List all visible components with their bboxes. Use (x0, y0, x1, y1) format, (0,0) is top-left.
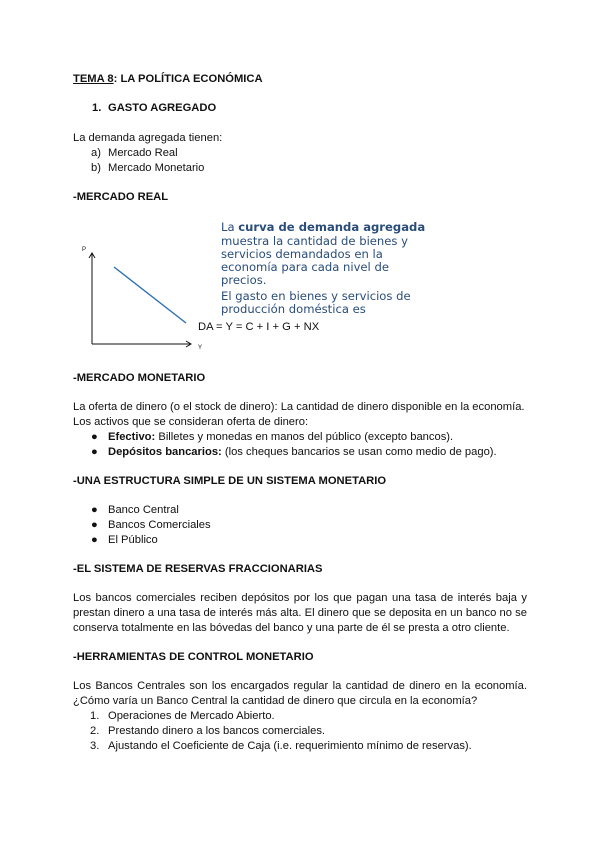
oferta-line-2: Los activos que se consideran oferta de dinero: (73, 416, 309, 428)
callout-line: producción doméstica es (221, 302, 366, 316)
bullet-icon: ● (91, 431, 98, 443)
market-marker: b) (91, 162, 101, 174)
section-number: 1. (92, 102, 102, 114)
callout-line-1 (221, 221, 425, 234)
bullet-icon: ● (91, 446, 98, 458)
activo-label: Efectivo: (108, 431, 156, 443)
estructura-heading: -UNA ESTRUCTURA SIMPLE DE UN SISTEMA MONETARIO (73, 475, 387, 487)
market-item: Mercado Real (108, 147, 178, 159)
mercado-monetario-heading: -MERCADO MONETARIO (73, 372, 206, 384)
estructura-item: Bancos Comerciales (108, 519, 211, 531)
reservas-line: conserva totalmente en las bóvedas del banco y una parte de él se presta a otro cliente. (73, 622, 510, 634)
mercado-real-heading: -MERCADO REAL (73, 191, 169, 203)
herramienta-item: Operaciones de Mercado Abierto. (108, 710, 275, 722)
callout-pre: La (221, 220, 239, 234)
y-axis-label: P (82, 247, 87, 253)
callout-line: economía para cada nivel de (221, 260, 389, 274)
herramienta-item: Prestando dinero a los bancos comerciales. (108, 725, 326, 737)
estructura-item: Banco Central (108, 504, 179, 516)
title-tema: TEMA 8 (73, 73, 114, 85)
callout-line: muestra la cantidad de bienes y (221, 234, 408, 248)
activo-label: Depósitos bancarios: (108, 446, 222, 458)
list-marker: 2. (90, 725, 100, 737)
oferta-line-1: La oferta de dinero (o el stock de dinero): La cantidad de dinero disponible en la economía. (73, 401, 525, 413)
demand-curve-graph (80, 245, 210, 355)
callout-bold: curva de demanda agregada (238, 220, 426, 234)
x-axis-label: Y (198, 345, 203, 351)
title-rest: : LA POLÍTICA ECONÓMICA (113, 73, 263, 85)
demand-curve (114, 267, 186, 323)
list-marker: 1. (90, 710, 100, 722)
reservas-line: prestan dinero a una tasa de interés más alta. El dinero que se deposita en un banco no se (73, 607, 527, 619)
intro-text: La demanda agregada tienen: (73, 132, 223, 144)
herramienta-item: Ajustando el Coeficiente de Caja (i.e. requerimiento mínimo de reservas). (108, 740, 472, 752)
list-marker: 3. (90, 740, 100, 752)
bullet-icon: ● (91, 504, 98, 516)
callout-line: El gasto en bienes y servicios de (221, 289, 411, 303)
activo-item (108, 446, 497, 458)
market-marker: a) (91, 147, 101, 159)
section-heading: GASTO AGREGADO (108, 102, 217, 114)
bullet-icon: ● (91, 534, 98, 546)
da-equation: DA = Y = C + I + G + NX (198, 321, 320, 333)
activo-text: (los cheques bancarios se usan como medio de pago). (221, 446, 497, 458)
page-title (73, 73, 263, 85)
activo-text: Billetes y monedas en manos del público (excepto bancos). (155, 431, 454, 443)
callout-line: precios. (221, 273, 267, 287)
activo-item (108, 431, 453, 443)
market-item: Mercado Monetario (108, 162, 205, 174)
bullet-icon: ● (91, 519, 98, 531)
reservas-line: Los bancos comerciales reciben depósitos por los que pagan una tasa de interés baja y (73, 592, 527, 604)
callout-line: servicios demandados en la (221, 247, 383, 261)
herramientas-heading: -HERRAMIENTAS DE CONTROL MONETARIO (73, 651, 314, 663)
herramientas-line: Los Bancos Centrales son los encargados regular la cantidad de dinero en la economía. (73, 680, 527, 692)
estructura-item: El Público (108, 534, 158, 546)
reservas-heading: -EL SISTEMA DE RESERVAS FRACCIONARIAS (73, 563, 323, 575)
herramientas-line: ¿Cómo varía un Banco Central la cantidad de dinero que circula en la economía? (73, 695, 478, 707)
